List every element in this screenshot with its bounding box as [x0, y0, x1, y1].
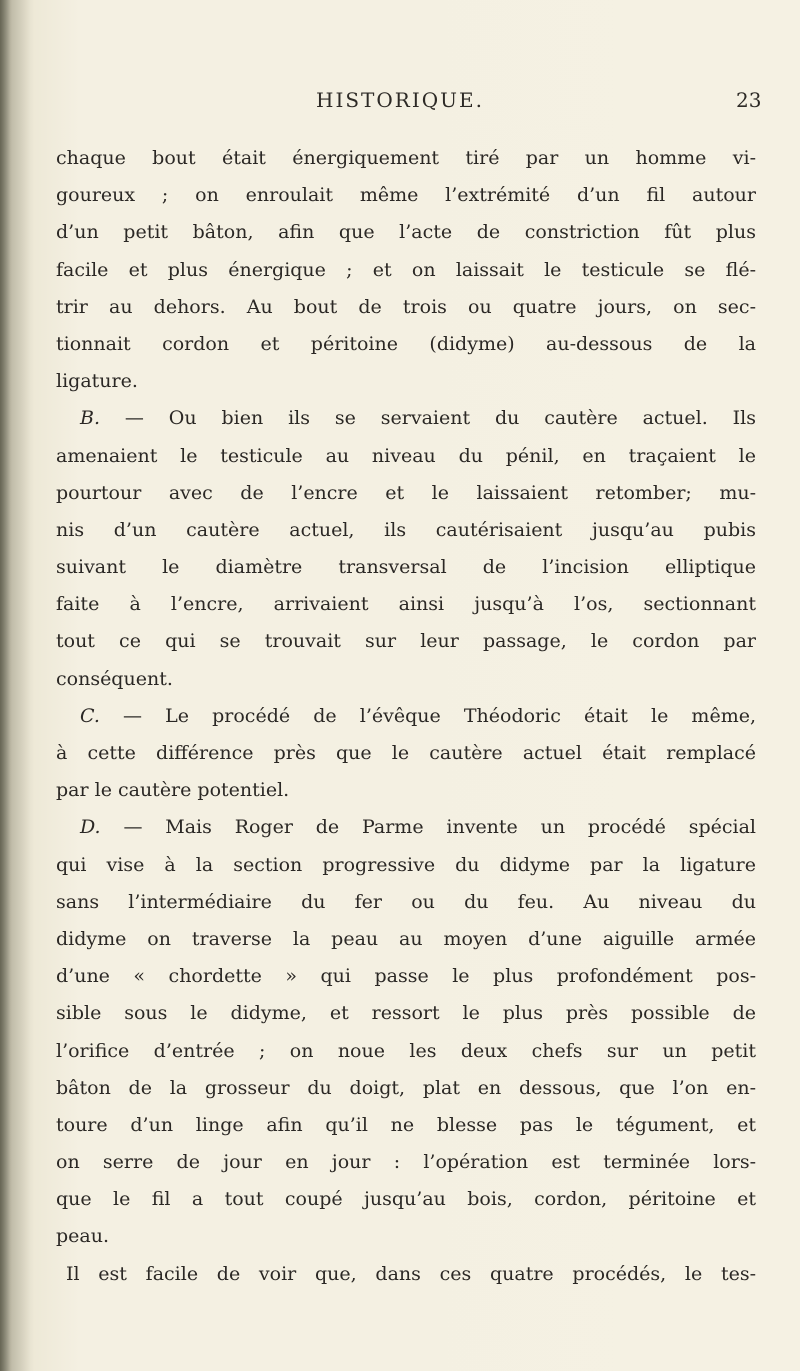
text-line: qui vise à la section progressive du didyme par la ligature [56, 853, 756, 876]
page-header [0, 88, 800, 118]
text-line: que le fil a tout coupé jusqu’au bois, cordon, péritoine et [56, 1188, 756, 1211]
text-line: trir au dehors. Au bout de trois ou quatre jours, on sec- [56, 295, 756, 318]
text-line: l’orifice d’entrée ; on noue les deux chefs sur un petit [56, 1039, 756, 1062]
paragraph-c-first-line [56, 698, 756, 735]
text-line: chaque bout était énergiquement tiré par un homme vi- [56, 147, 756, 169]
text-line: pourtour avec de l’encre et le laissaient retomber; mu- [56, 481, 756, 504]
text-line: bâton de la grosseur du doigt, plat en dessous, que l’on en- [56, 1076, 756, 1099]
text-line: par le cautère potentiel. [56, 779, 290, 802]
text-line: faite à l’encre, arrivaient ainsi jusqu’à l’os, sectionnant [56, 593, 756, 616]
text-line: conséquent. [56, 667, 173, 690]
section-marker-d: D. [80, 816, 101, 839]
text-line: suivant le diamètre transversal de l’incision elliptique [56, 556, 756, 579]
text-line: à cette différence près que le cautère actuel était remplacé [56, 742, 756, 764]
text-line: ligature. [56, 370, 138, 393]
text-line: facile et plus énergique ; et on laissait le testicule se flé- [56, 258, 756, 281]
text-line: tout ce qui se trouvait sur leur passage, le cordon par [56, 630, 756, 653]
text-line: — Mais Roger de Parme invente un procédé spécial [123, 816, 756, 839]
text-line: — Ou bien ils se servaient du cautère actuel. Ils [124, 407, 756, 430]
paragraph-d-first-line [56, 809, 756, 846]
text-line: sans l’intermédiaire du fer ou du feu. Au niveau du [56, 890, 756, 913]
section-marker-b: B. [80, 407, 101, 430]
paragraph-b-first-line [56, 400, 756, 437]
section-marker-c: C. [80, 704, 100, 727]
running-head: HISTORIQUE. [316, 88, 484, 112]
text-line: tionnait cordon et péritoine (didyme) au-dessous de la [56, 332, 756, 355]
page-number: 23 [736, 88, 762, 112]
text-line: amenaient le testicule au niveau du pénil, en traçaient le [56, 444, 756, 467]
text-line: d’un petit bâton, afin que l’acte de constriction fût plus [56, 221, 756, 244]
text-line: peau. [56, 1225, 110, 1248]
binding-shadow [0, 0, 34, 1371]
text-line: Il est facile de voir que, dans ces quatre procédés, le tes- [66, 1262, 756, 1285]
text-line: didyme on traverse la peau au moyen d’une aiguille armée [56, 927, 756, 950]
text-line: nis d’un cautère actuel, ils cautérisaient jusqu’au pubis [56, 518, 756, 541]
text-line: goureux ; on enroulait même l’extrémité d’un fil autour [56, 184, 756, 207]
text-line: d’une « chordette » qui passe le plus profondément pos- [56, 965, 756, 988]
text-line: — Le procédé de l’évêque Théodoric était le même, [123, 704, 756, 727]
text-line: on serre de jour en jour : l’opération est terminée lors- [56, 1151, 756, 1174]
text-line: sible sous le didyme, et ressort le plus près possible de [56, 1002, 756, 1025]
body-text [56, 140, 756, 1293]
text-line: toure d’un linge afin qu’il ne blesse pas le tégument, et [56, 1113, 756, 1136]
